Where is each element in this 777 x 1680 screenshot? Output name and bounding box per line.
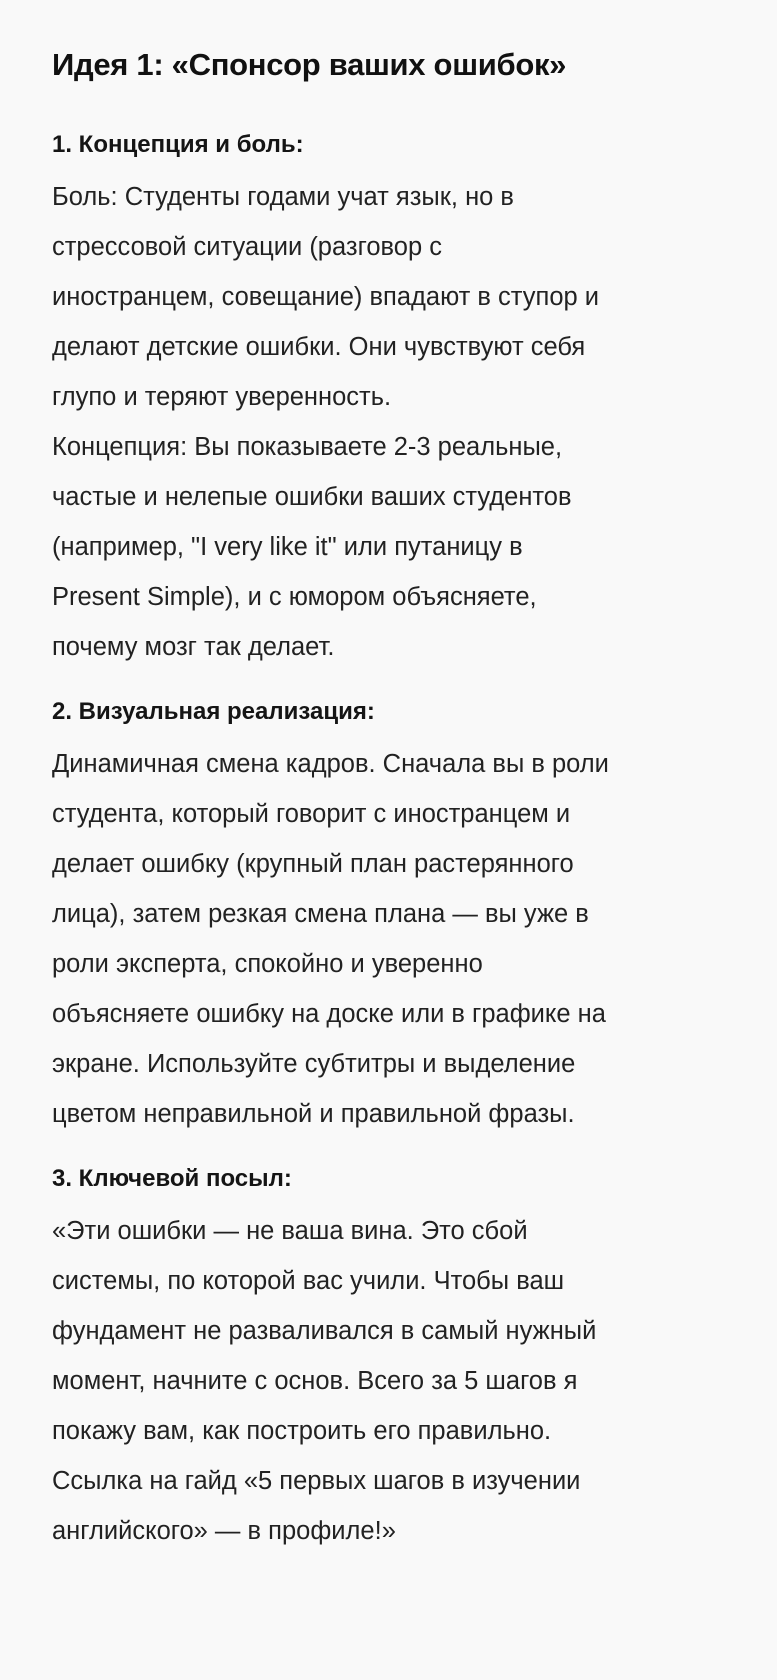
body-text-line: Ссылка на гайд «5 первых шагов в изучении [52, 1467, 581, 1495]
body-text-line: глупо и теряют уверенность. [52, 383, 392, 411]
sections-container [52, 120, 777, 1556]
body-text-line: почему мозг так делает. [52, 633, 335, 661]
body-text-line: системы, по которой вас учили. Чтобы ваш [52, 1267, 565, 1295]
body-text-line: (например, "I very like it" или путаницу в [52, 533, 523, 561]
section-heading: 3. Ключевой посыл: [52, 1165, 292, 1192]
body-text-line: Боль: Студенты годами учат язык, но в [52, 183, 514, 211]
body-text-line: Динамичная смена кадров. Сначала вы в роли [52, 750, 609, 778]
section-concept-and-pain [52, 120, 777, 672]
body-text-line: Present Simple), и с юмором объясняете, [52, 583, 537, 611]
body-text-line: делают детские ошибки. Они чувствуют себя [52, 333, 586, 361]
body-text-line: фундамент не разваливался в самый нужный [52, 1317, 597, 1345]
body-text-line: стрессовой ситуации (разговор с [52, 233, 442, 261]
body-text-line: частые и нелепые ошибки ваших студентов [52, 483, 572, 511]
section-visual-implementation [52, 687, 777, 1139]
body-text-line: студента, который говорит с иностранцем и [52, 800, 571, 828]
body-text-line: лица), затем резкая смена плана — вы уже в [52, 900, 589, 928]
body-text-line: покажу вам, как построить его правильно. [52, 1417, 552, 1445]
body-text-line: Концепция: Вы показываете 2-3 реальные, [52, 433, 563, 461]
idea-title: Идея 1: «Спонсор ваших ошибок» [52, 47, 567, 82]
section-heading: 1. Концепция и боль: [52, 131, 304, 158]
body-text-line: цветом неправильной и правильной фразы. [52, 1100, 575, 1128]
body-text-line: иностранцем, совещание) впадают в ступор и [52, 283, 600, 311]
body-text-line: «Эти ошибки — не ваша вина. Это сбой [52, 1217, 528, 1245]
body-text-line: момент, начните с основ. Всего за 5 шагов я [52, 1367, 578, 1395]
section-key-message [52, 1154, 777, 1556]
body-text-line: экране. Используйте субтитры и выделение [52, 1050, 576, 1078]
body-text-line: объясняете ошибку на доске или в графике на [52, 1000, 606, 1028]
body-text-line: делает ошибку (крупный план растерянного [52, 850, 574, 878]
body-text-line: роли эксперта, спокойно и уверенно [52, 950, 483, 978]
section-heading: 2. Визуальная реализация: [52, 698, 375, 725]
body-text-line: английского» — в профиле!» [52, 1517, 396, 1545]
